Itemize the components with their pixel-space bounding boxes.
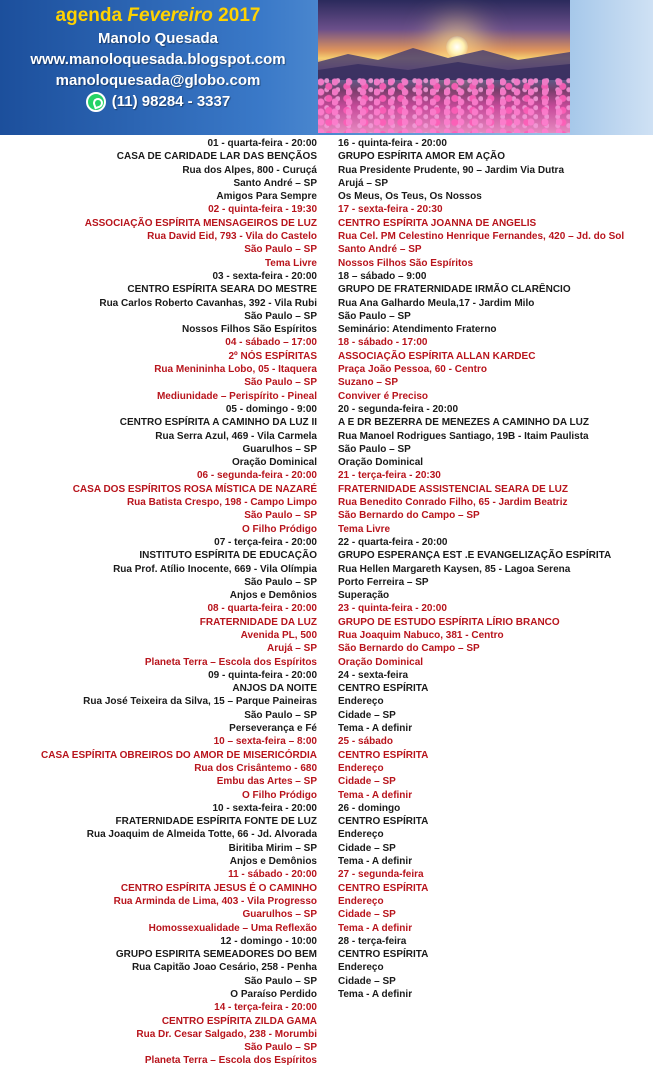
event-line: São Bernardo do Campo – SP (338, 510, 480, 522)
event-line: São Bernardo do Campo – SP (338, 643, 480, 655)
event-line: Biritiba Mirim – SP (228, 842, 317, 854)
event-line: Rua Dr. Cesar Salgado, 238 - Morumbi (136, 1028, 317, 1040)
event-line: CENTRO ESPÍRITA (338, 816, 429, 828)
event-line: CENTRO ESPÍRITA SEARA DO MESTRE (127, 284, 317, 296)
event-entry (338, 602, 653, 668)
pink-flower-field (318, 78, 570, 133)
event-entry (0, 868, 317, 934)
event-line: Mediunidade – Perispírito - Pineal (156, 390, 317, 402)
author-name: Manolo Quesada (97, 30, 219, 47)
event-line: Tema Livre (338, 523, 391, 535)
event-line: Cidade – SP (338, 776, 396, 788)
website-link[interactable]: www.manoloquesada.blogspot.com (30, 51, 286, 68)
event-line: FRATERNIDADE DA LUZ (199, 616, 317, 628)
event-entry (0, 137, 317, 203)
event-line: Rua Benedito Conrado Filho, 65 - Jardim Beatriz (338, 497, 568, 509)
event-line: 25 - sábado (338, 736, 394, 748)
event-entry (0, 469, 317, 535)
event-line: Suzano – SP (338, 377, 399, 389)
event-line: Tema - A definir (338, 856, 413, 868)
event-line: Tema - A definir (338, 723, 413, 735)
event-line: Arujá – SP (338, 177, 389, 189)
event-line: Perseverança e Fé (229, 723, 317, 735)
event-line: GRUPO DE FRATERNIDADE IRMÃO CLARÊNCIO (338, 284, 571, 296)
event-line: Oração Dominical (231, 457, 317, 469)
header-banner (0, 0, 653, 135)
event-entry (338, 536, 653, 602)
event-line: 04 - sábado – 17:00 (225, 337, 317, 349)
event-line: São Paulo – SP (244, 975, 317, 987)
event-line: Endereço (338, 696, 384, 708)
title-prefix: agenda (55, 5, 128, 26)
event-line: 27 - segunda-feira (338, 869, 424, 881)
event-line: Planeta Terra – Escola dos Espíritos (144, 1055, 317, 1067)
agenda-title (0, 4, 316, 28)
event-line: 17 - sexta-feira - 20:30 (338, 204, 443, 216)
event-line: FRATERNIDADE ESPÍRITA FONTE DE LUZ (115, 816, 317, 828)
event-line: Santo André – SP (233, 177, 317, 189)
event-line: Rua José Teixeira da Silva, 15 – Parque Paineiras (83, 696, 317, 708)
event-line: 01 - quarta-feira - 20:00 (207, 138, 317, 149)
event-line: Amigos Para Sempre (216, 191, 317, 203)
phone-number: (11) 98284 - 3337 (111, 93, 231, 110)
event-entry (0, 403, 317, 469)
event-line: ANJOS DA NOITE (232, 683, 317, 695)
event-line: São Paulo – SP (244, 709, 317, 721)
event-line: 21 - terça-feira - 20:30 (338, 470, 441, 482)
event-line: Tema - A definir (338, 922, 413, 934)
event-line: Rua Joaquim Nabuco, 381 - Centro (338, 629, 504, 641)
event-entry (338, 935, 653, 1001)
event-line: São Paulo – SP (338, 443, 411, 455)
event-line: Anjos e Demônios (229, 856, 317, 868)
event-line: 18 - sábado - 17:00 (338, 337, 428, 349)
event-entry (0, 602, 317, 668)
event-entry (338, 802, 653, 868)
event-entry (338, 203, 653, 269)
event-line: A E DR BEZERRA DE MENEZES A CAMINHO DA LUZ (338, 417, 589, 429)
event-line: Cidade – SP (338, 975, 396, 987)
event-line: CASA ESPÍRITA OBREIROS DO AMOR DE MISERICÓRDIA (41, 749, 317, 761)
event-line: Rua Cel. PM Celestino Henrique Fernandes, 420 – Jd. do Sol (338, 231, 625, 243)
event-entry (338, 137, 653, 203)
event-line: Oração Dominical (338, 457, 424, 469)
event-entry (338, 403, 653, 469)
event-line: ASSOCIAÇÃO ESPÍRITA MENSAGEIROS DE LUZ (84, 217, 317, 229)
event-line: Homossexualidade – Uma Reflexão (148, 922, 317, 934)
event-line: Rua Capitão Joao Cesário, 258 - Penha (131, 962, 317, 974)
event-line: São Paulo – SP (338, 310, 411, 322)
event-line: 02 - quinta-feira - 19:30 (208, 204, 317, 216)
event-line: INSTITUTO ESPÍRITA DE EDUCAÇÃO (139, 550, 317, 562)
title-year: 2017 (212, 5, 261, 26)
event-line: CENTRO ESPÍRITA JESUS É O CAMINHO (120, 882, 317, 894)
event-entry (338, 868, 653, 934)
event-line: Conviver é Preciso (338, 390, 429, 402)
event-entry (338, 469, 653, 535)
event-line: São Paulo – SP (244, 576, 317, 588)
event-line: Rua David Eid, 793 - Vila do Castelo (147, 231, 317, 243)
event-line: São Paulo – SP (244, 1042, 317, 1054)
event-line: Rua Ana Galhardo Meula,17 - Jardim Milo (338, 297, 535, 309)
event-line: 28 - terça-feira (338, 935, 407, 947)
event-line: CENTRO ESPÍRITA (338, 882, 429, 894)
event-line: CENTRO ESPÍRITA ZILDA GAMA (161, 1015, 317, 1027)
event-line: Praça João Pessoa, 60 - Centro (338, 364, 487, 376)
event-line: Oração Dominical (338, 656, 424, 668)
event-entry (0, 735, 317, 801)
event-line: Seminário: Atendimento Fraterno (338, 324, 497, 336)
event-line: Rua Joaquim de Almeida Totte, 66 - Jd. Alvorada (86, 829, 317, 841)
event-line: 18 – sábado – 9:00 (338, 270, 427, 282)
event-line: Cidade – SP (338, 709, 396, 721)
event-line: Tema Livre (264, 257, 317, 269)
event-line: CASA DOS ESPÍRITOS ROSA MÍSTICA DE NAZARÉ (72, 483, 317, 495)
event-line: O Filho Pródigo (242, 523, 317, 535)
event-line: Tema - A definir (338, 989, 413, 1000)
event-line: Rua Presidente Prudente, 90 – Jardim Via Dutra (338, 164, 565, 176)
event-line: São Paulo – SP (244, 377, 317, 389)
event-entry (0, 336, 317, 402)
event-line: Endereço (338, 895, 384, 907)
phone-contact[interactable] (86, 91, 230, 112)
event-line: Porto Ferreira – SP (338, 576, 429, 588)
event-line: Guarulhos – SP (242, 909, 317, 921)
event-entry (0, 1001, 317, 1067)
event-line: Avenida PL, 500 (240, 629, 317, 641)
event-line: Nossos Filhos São Espíritos (338, 257, 474, 269)
sunset-flowers-photo (318, 0, 570, 133)
event-line: 09 - quinta-feira - 20:00 (208, 669, 317, 681)
email-link[interactable]: manoloquesada@globo.com (55, 72, 261, 89)
event-line: 05 - domingo - 9:00 (225, 403, 317, 415)
event-line: CENTRO ESPÍRITA JOANNA DE ANGELIS (338, 217, 537, 229)
event-line: 16 - quinta-feira - 20:00 (338, 138, 447, 149)
event-line: 2º NÓS ESPÍRITAS (228, 350, 317, 362)
event-line: Rua dos Crisântemo - 680 (194, 762, 317, 774)
event-entry (338, 669, 653, 735)
event-line: FRATERNIDADE ASSISTENCIAL SEARA DE LUZ (338, 483, 569, 495)
event-line: Tema - A definir (338, 789, 413, 801)
event-line: Rua Batista Crespo, 198 - Campo Limpo (126, 497, 317, 509)
event-line: Rua Manoel Rodrigues Santiago, 19B - Itaim Paulista (338, 430, 589, 442)
event-entry (338, 735, 653, 801)
event-line: Superação (338, 590, 390, 602)
event-line: Endereço (338, 829, 384, 841)
event-line: GRUPO ESPÍRITA AMOR EM AÇÃO (338, 151, 506, 163)
event-line: Rua Menininha Lobo, 05 - Itaquera (154, 364, 317, 376)
event-line: Rua Hellen Margareth Kaysen, 85 - Lagoa Serena (338, 563, 571, 575)
event-line: 08 - quarta-feira - 20:00 (207, 603, 317, 615)
event-line: 10 – sexta-feira – 8:00 (213, 736, 317, 748)
event-entry (0, 802, 317, 868)
event-line: 03 - sexta-feira - 20:00 (212, 270, 317, 282)
mountain-silhouette (318, 40, 570, 80)
event-line: 26 - domingo (338, 802, 401, 814)
event-line: CENTRO ESPÍRITA (338, 683, 429, 695)
event-line: 12 - domingo - 10:00 (220, 935, 317, 947)
header-text (0, 4, 316, 118)
event-line: 23 - quinta-feira - 20:00 (338, 603, 447, 615)
event-line: Endereço (338, 762, 384, 774)
whatsapp-icon (86, 92, 106, 112)
event-entry (0, 935, 317, 1001)
event-line: 06 - segunda-feira - 20:00 (196, 470, 317, 482)
event-line: Rua Serra Azul, 469 - Vila Carmela (155, 430, 317, 442)
agenda-right-column (338, 137, 653, 1001)
event-line: 20 - segunda-feira - 20:00 (338, 403, 459, 415)
event-line: CASA DE CARIDADE LAR DAS BENÇÃOS (116, 151, 317, 163)
event-line: Embu das Artes – SP (216, 776, 317, 788)
event-entry (0, 669, 317, 735)
event-line: 11 - sábado - 20:00 (228, 869, 317, 881)
event-line: CENTRO ESPÍRITA (338, 949, 429, 961)
event-line: São Paulo – SP (244, 510, 317, 522)
event-line: Rua Carlos Roberto Cavanhas, 392 - Vila Rubi (99, 297, 317, 309)
event-line: GRUPO DE ESTUDO ESPÍRITA LÍRIO BRANCO (338, 616, 560, 628)
event-line: Os Meus, Os Teus, Os Nossos (338, 191, 482, 203)
event-entry (0, 203, 317, 269)
event-line: CENTRO ESPÍRITA (338, 749, 429, 761)
event-line: GRUPO ESPERANÇA EST .E EVANGELIZAÇÃO ESPÍRITA (338, 550, 612, 562)
event-entry (0, 270, 317, 336)
event-line: 10 - sexta-feira - 20:00 (212, 802, 317, 814)
event-line: Endereço (338, 962, 384, 974)
event-line: GRUPO ESPIRITA SEMEADORES DO BEM (115, 949, 317, 961)
event-entry (338, 336, 653, 402)
event-line: 07 - terça-feira - 20:00 (214, 536, 317, 548)
event-line: CENTRO ESPÍRITA A CAMINHO DA LUZ II (119, 417, 317, 429)
event-line: Nossos Filhos São Espíritos (181, 324, 317, 336)
event-line: Arujá – SP (266, 643, 317, 655)
event-line: Rua Arminda de Lima, 403 - Vila Progresso (113, 895, 317, 907)
event-line: Cidade – SP (338, 842, 396, 854)
event-line: Rua dos Alpes, 800 - Curuçá (182, 164, 317, 176)
event-line: O Filho Pródigo (242, 789, 317, 801)
event-line: Guarulhos – SP (242, 443, 317, 455)
event-line: Santo André – SP (338, 244, 422, 256)
event-line: Rua Prof. Atílio Inocente, 669 - Vila Olímpia (113, 563, 317, 575)
event-line: Anjos e Demônios (229, 590, 317, 602)
event-line: Planeta Terra – Escola dos Espíritos (144, 656, 317, 668)
event-line: Cidade – SP (338, 909, 396, 921)
event-line: ASSOCIAÇÃO ESPÍRITA ALLAN KARDEC (338, 350, 536, 362)
agenda-left-column (0, 137, 317, 1068)
event-entry (338, 270, 653, 336)
event-line: 24 - sexta-feira (338, 669, 409, 681)
event-line: 22 - quarta-feira - 20:00 (338, 536, 448, 548)
event-entry (0, 536, 317, 602)
event-line: São Paulo – SP (244, 244, 317, 256)
event-line: 14 - terça-feira - 20:00 (214, 1002, 317, 1014)
event-line: São Paulo – SP (244, 310, 317, 322)
title-month: Fevereiro (127, 5, 213, 26)
event-line: O Paraíso Perdido (230, 989, 317, 1000)
